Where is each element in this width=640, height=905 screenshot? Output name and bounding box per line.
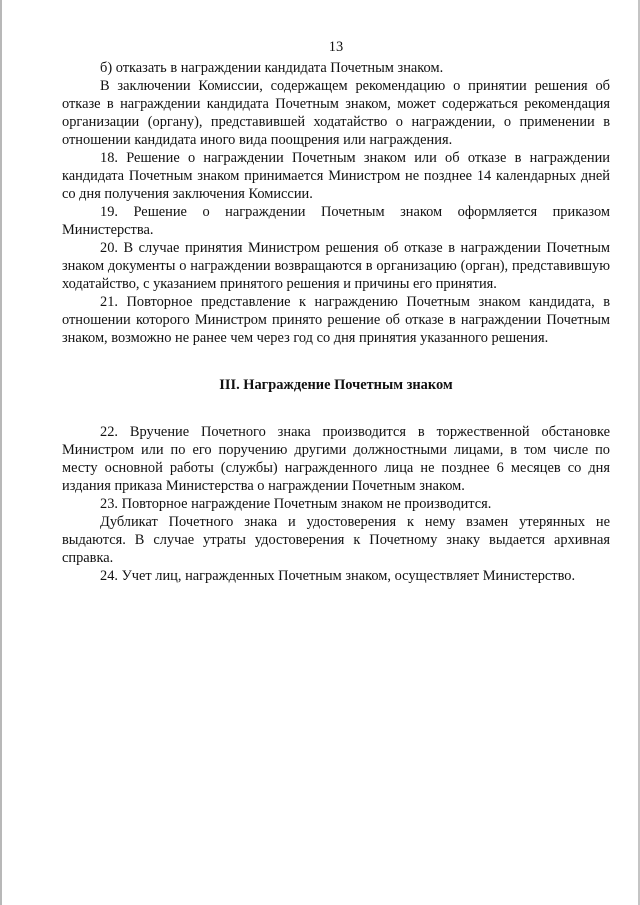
paragraph-19: 19. Решение о награждении Почетным знаком оформляется приказом Министерства. bbox=[62, 204, 610, 238]
paragraph-duplicate: Дубликат Почетного знака и удостоверения к нему взамен утерянных не выдаются. В случае утраты удостоверения к Почетному знаку выдается архивная справка. bbox=[62, 514, 610, 566]
paragraph-18: 18. Решение о награждении Почетным знаком или об отказе в награждении кандидата Почетным знаком принимается Министром не позднее 14 календарных дней со дня получения заключения Комиссии. bbox=[62, 150, 610, 202]
scan-edge-left bbox=[0, 0, 2, 905]
paragraph-24: 24. Учет лиц, награжденных Почетным знаком, осуществляет Министерство. bbox=[100, 568, 576, 584]
paragraph-20: 20. В случае принятия Министром решения об отказе в награждении Почетным знаком документы о награждении возвращаются в организацию (орган), представившую ходатайство, с указанием принятого решения и причины его принятия. bbox=[62, 240, 610, 292]
paragraph-commission-conclusion: В заключении Комиссии, содержащем рекомендацию о принятии решения об отказе в награждении кандидата Почетным знаком, может содержаться рекомендация организации (органу), представившей ходатайство о награждении, о применении в отношении кандидата иного вида поощрения или награждения. bbox=[62, 78, 610, 148]
paragraph-23: 23. Повторное награждение Почетным знаком не производится. bbox=[100, 496, 492, 512]
paragraph-option-b: б) отказать в награждении кандидата Почетным знаком. bbox=[100, 60, 444, 76]
document-page bbox=[62, 38, 610, 585]
page-number: 13 bbox=[328, 39, 344, 55]
section-title: III. Награждение Почетным знаком bbox=[219, 377, 453, 393]
paragraph-21: 21. Повторное представление к награждению Почетным знаком кандидата, в отношении которого Министром принято решение об отказе в награждении Почетным знаком, возможно не ранее чем через год со дня принятия указанного решения. bbox=[62, 294, 610, 346]
paragraph-22: 22. Вручение Почетного знака производится в торжественной обстановке Министром или по его поручению другими должностными лицами, в том числе по месту основной работы (службы) награжденного лица не позднее 6 месяцев со дня издания приказа Министерства о награждении Почетным знаком. bbox=[62, 424, 610, 494]
